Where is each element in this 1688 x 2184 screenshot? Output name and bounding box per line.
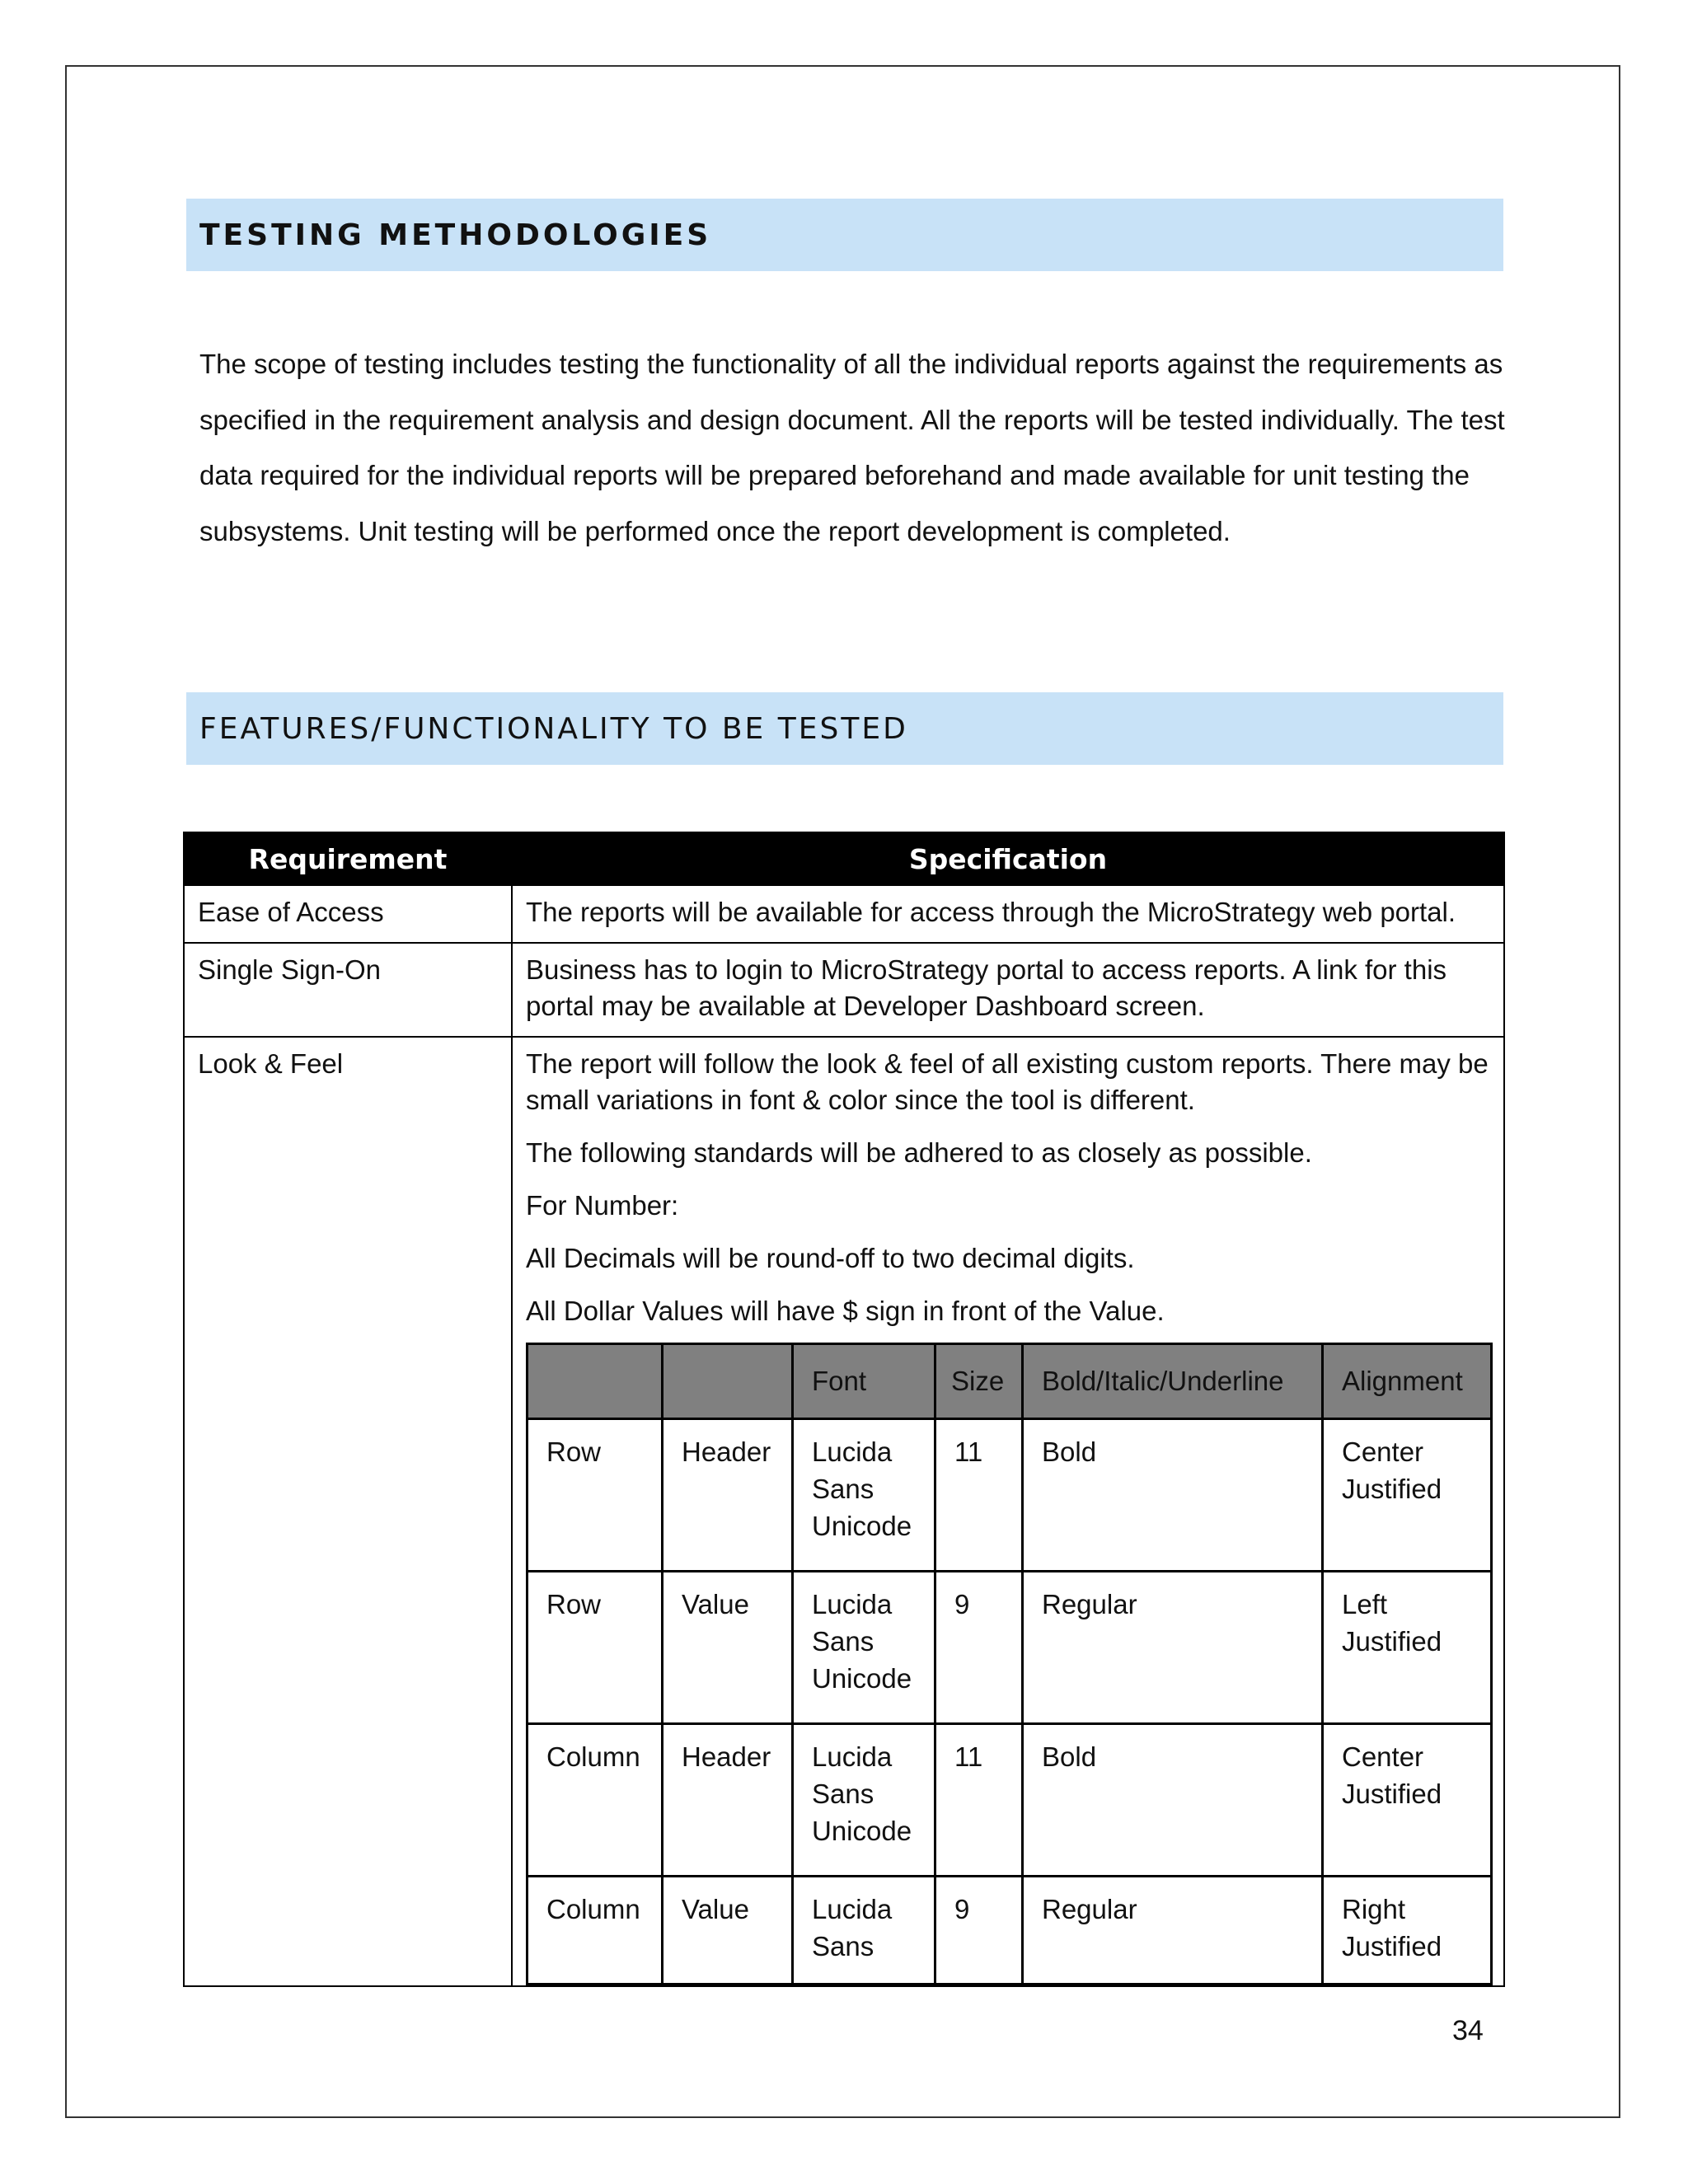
table-cell: Right Justified xyxy=(1323,1877,1492,1985)
table-cell: Header xyxy=(663,1419,793,1572)
spec-text: All Decimals will be round-off to two decimal digits. xyxy=(526,1243,1135,1273)
table-cell: Center Justified xyxy=(1323,1419,1492,1572)
column-header: Font xyxy=(793,1344,935,1419)
table-row xyxy=(528,1572,1492,1724)
requirement-cell: Single Sign-On xyxy=(184,943,512,1037)
table-cell: Lucida Sans Unicode xyxy=(793,1572,935,1724)
table-cell: Column xyxy=(528,1724,663,1877)
table-cell: Lucida Sans Unicode xyxy=(793,1419,935,1572)
table-header-row xyxy=(184,832,1504,885)
table-row xyxy=(528,1419,1492,1572)
column-header: Specification xyxy=(512,832,1504,885)
table-cell: Left Justified xyxy=(1323,1572,1492,1724)
table-row xyxy=(528,1877,1492,1985)
table-cell: Bold xyxy=(1023,1724,1323,1877)
table-cell: Regular xyxy=(1023,1877,1323,1985)
table-header-row xyxy=(528,1344,1492,1419)
table-cell: Lucida Sans xyxy=(793,1877,935,1985)
table-cell: 11 xyxy=(935,1724,1023,1877)
column-header: Requirement xyxy=(184,832,512,885)
table-cell: 9 xyxy=(935,1572,1023,1724)
table-cell: Bold xyxy=(1023,1419,1323,1572)
section-heading: FEATURES/FUNCTIONALITY TO BE TESTED xyxy=(199,711,908,746)
requirement-cell: Look & Feel xyxy=(184,1037,512,1986)
column-header: Bold/Italic/Underline xyxy=(1023,1344,1323,1419)
requirement-cell: Ease of Access xyxy=(184,885,512,943)
table-cell: Value xyxy=(663,1877,793,1985)
column-header xyxy=(528,1344,663,1419)
table-row xyxy=(184,885,1504,943)
table-cell: 11 xyxy=(935,1419,1023,1572)
table-row xyxy=(528,1724,1492,1877)
table-cell: Lucida Sans Unicode xyxy=(793,1724,935,1877)
spec-text: The report will follow the look & feel of all existing custom reports. There may be small variations in font & color since the tool is different. xyxy=(526,1048,1489,1115)
table-cell: Column xyxy=(528,1877,663,1985)
table-cell: Row xyxy=(528,1419,663,1572)
requirements-table xyxy=(183,832,1505,1987)
table-cell: Row xyxy=(528,1572,663,1724)
spec-text: For Number: xyxy=(526,1190,679,1221)
column-header: Alignment xyxy=(1323,1344,1492,1419)
body-paragraph: The scope of testing includes testing the functionality of all the individual reports against the requirements as specified in the requirement analysis and design document. All the reports will be tested individually. The test data required for the individual reports will be prepared beforehand and made available for unit testing the subsystems. Unit testing will be performed once the report development is completed. xyxy=(199,349,1505,546)
table-cell: Header xyxy=(663,1724,793,1877)
format-standards-table xyxy=(526,1343,1493,1985)
section-heading: TESTING METHODOLOGIES xyxy=(199,218,712,252)
page-number: 34 xyxy=(1452,2015,1484,2046)
section-heading-band xyxy=(186,692,1503,765)
table-cell: 9 xyxy=(935,1877,1023,1985)
spec-text: The following standards will be adhered to as closely as possible. xyxy=(526,1137,1312,1168)
table-row xyxy=(184,1037,1504,1986)
table-cell: Value xyxy=(663,1572,793,1724)
specification-cell xyxy=(512,1037,1504,1986)
table-cell: Regular xyxy=(1023,1572,1323,1724)
table-row xyxy=(184,943,1504,1037)
section-heading-band xyxy=(186,199,1503,271)
spec-text: All Dollar Values will have $ sign in front of the Value. xyxy=(526,1296,1165,1326)
column-header: Size xyxy=(935,1344,1023,1419)
column-header xyxy=(663,1344,793,1419)
table-cell: Center Justified xyxy=(1323,1724,1492,1877)
specification-cell: Business has to login to MicroStrategy portal to access reports. A link for this portal may be available at Developer Dashboard screen. xyxy=(512,943,1504,1037)
specification-cell: The reports will be available for access through the MicroStrategy web portal. xyxy=(512,885,1504,943)
